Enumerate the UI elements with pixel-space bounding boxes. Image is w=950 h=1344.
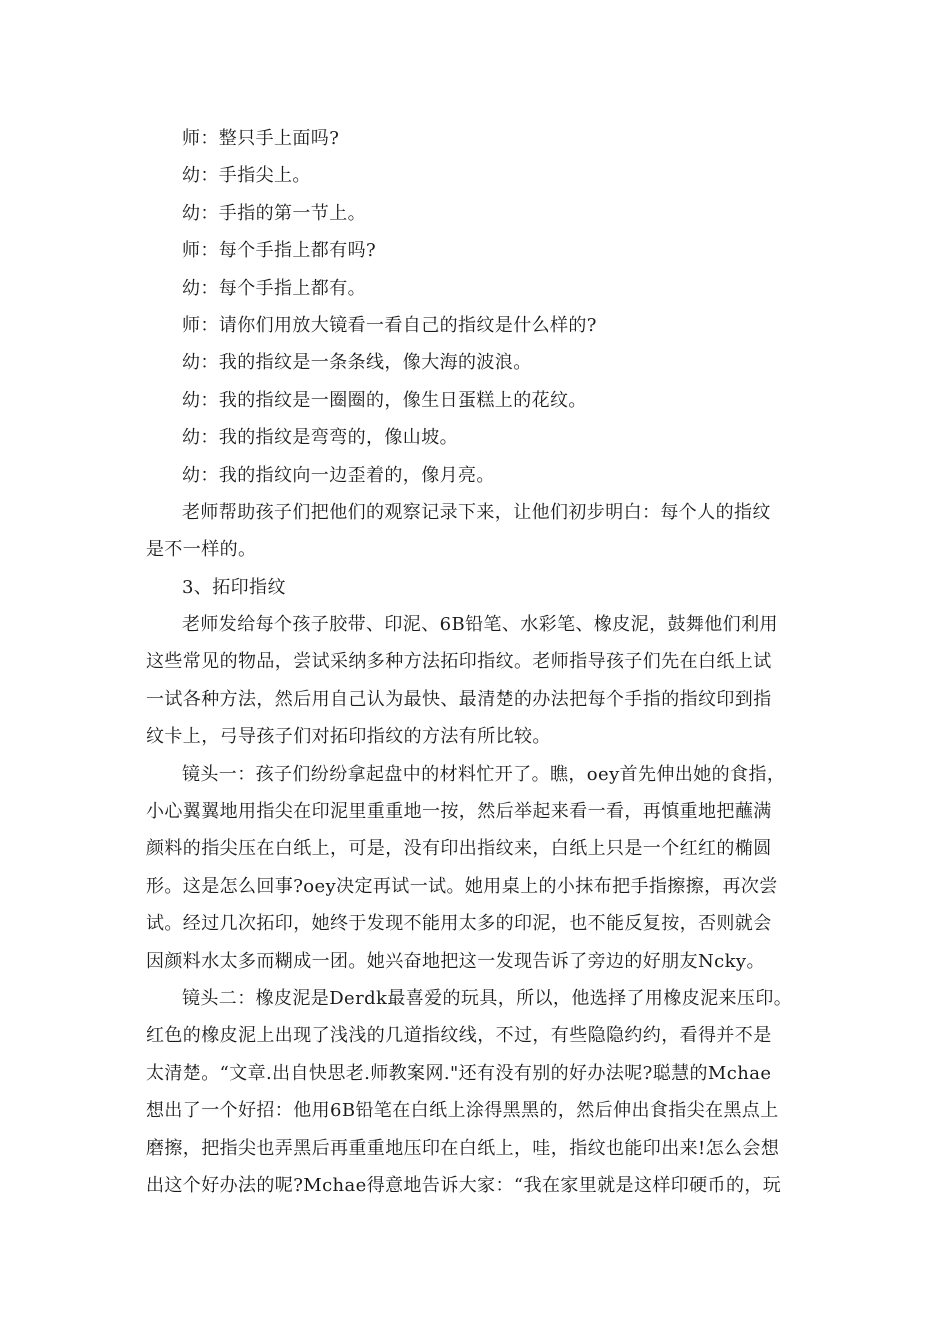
dialogue-line: 幼：每个手指上都有。 [182,277,366,299]
scene2-paragraph-line: 太清楚。“文章.出自快思老.师教案网."还有没有别的好办法呢?聪慧的Mchae [146,1062,772,1084]
section-heading: 3、拓印指纹 [182,576,286,598]
scene2-paragraph-line: 镜头二：橡皮泥是Derdk最喜爱的玩具，所以，他选择了用橡皮泥来压印。 [182,987,793,1009]
dialogue-line: 师：请你们用放大镜看一看自己的指纹是什么样的? [182,314,597,336]
materials-paragraph-line: 一试各种方法，然后用自己认为最快、最清楚的办法把每个手指的指纹印到指 [146,688,772,710]
summary-paragraph-line: 是不一样的。 [146,539,257,561]
scene1-paragraph-line: 形。这是怎么回事?oey决定再试一试。她用桌上的小抹布把手指擦擦，再次尝 [146,875,778,897]
scene2-paragraph-line: 出这个好办法的呢?Mchae得意地告诉大家：“我在家里就是这样印硬币的，玩 [146,1174,782,1196]
dialogue-line: 师：整只手上面吗? [182,128,340,149]
scene2-paragraph-line: 磨擦，把指尖也弄黑后再重重地压印在白纸上，哇，指纹也能印出来!怎么会想 [146,1137,780,1159]
materials-paragraph-line: 这些常见的物品，尝试采纳多种方法拓印指纹。老师指导孩子们先在白纸上试 [146,651,772,673]
scene1-paragraph-line: 镜头一：孩子们纷纷拿起盘中的材料忙开了。瞧，oey首先伸出她的食指， [182,763,786,785]
dialogue-line: 师：每个手指上都有吗? [182,240,377,262]
dialogue-line: 幼：我的指纹是弯弯的，像山坡。 [182,427,458,449]
dialogue-line: 幼：我的指纹是一圈圈的，像生日蛋糕上的花纹。 [182,389,587,411]
scene1-paragraph-line: 小心翼翼地用指尖在印泥里重重地一按，然后举起来看一看，再慎重地把蘸满 [146,801,772,823]
scene1-paragraph-line: 颜料的指尖压在白纸上，可是，没有印出指纹来，白纸上只是一个红红的椭圆 [146,838,772,860]
scene1-paragraph-line: 试。经过几次拓印，她终于发现不能用太多的印泥，也不能反复按，否则就会 [146,913,772,935]
materials-paragraph-line: 纹卡上，弓导孩子们对拓印指纹的方法有所比较。 [146,726,551,748]
materials-paragraph-line: 老师发给每个孩子胶带、印泥、6B铅笔、水彩笔、橡皮泥，鼓舞他们利用 [182,614,778,636]
dialogue-line: 幼：手指尖上。 [182,165,311,187]
document-body [146,120,806,1204]
dialogue-line: 幼：我的指纹向一边歪着的，像月亮。 [182,464,495,486]
scene2-paragraph-line: 想出了一个好招：他用6B铅笔在白纸上涂得黑黑的，然后伸出食指尖在黑点上 [146,1100,779,1122]
summary-paragraph-line: 老师帮助孩子们把他们的观察记录下来，让他们初步明白：每个人的指纹 [182,501,771,523]
dialogue-line: 幼：手指的第一节上。 [182,202,366,224]
dialogue-line: 幼：我的指纹是一条条线，像大海的波浪。 [182,352,532,374]
scene1-paragraph-line: 因颜料水太多而糊成一团。她兴奋地把这一发现告诉了旁边的好朋友Ncky。 [146,950,765,972]
scene2-paragraph-line: 红色的橡皮泥上出现了浅浅的几道指纹线，不过，有些隐隐约约，看得并不是 [146,1025,772,1047]
